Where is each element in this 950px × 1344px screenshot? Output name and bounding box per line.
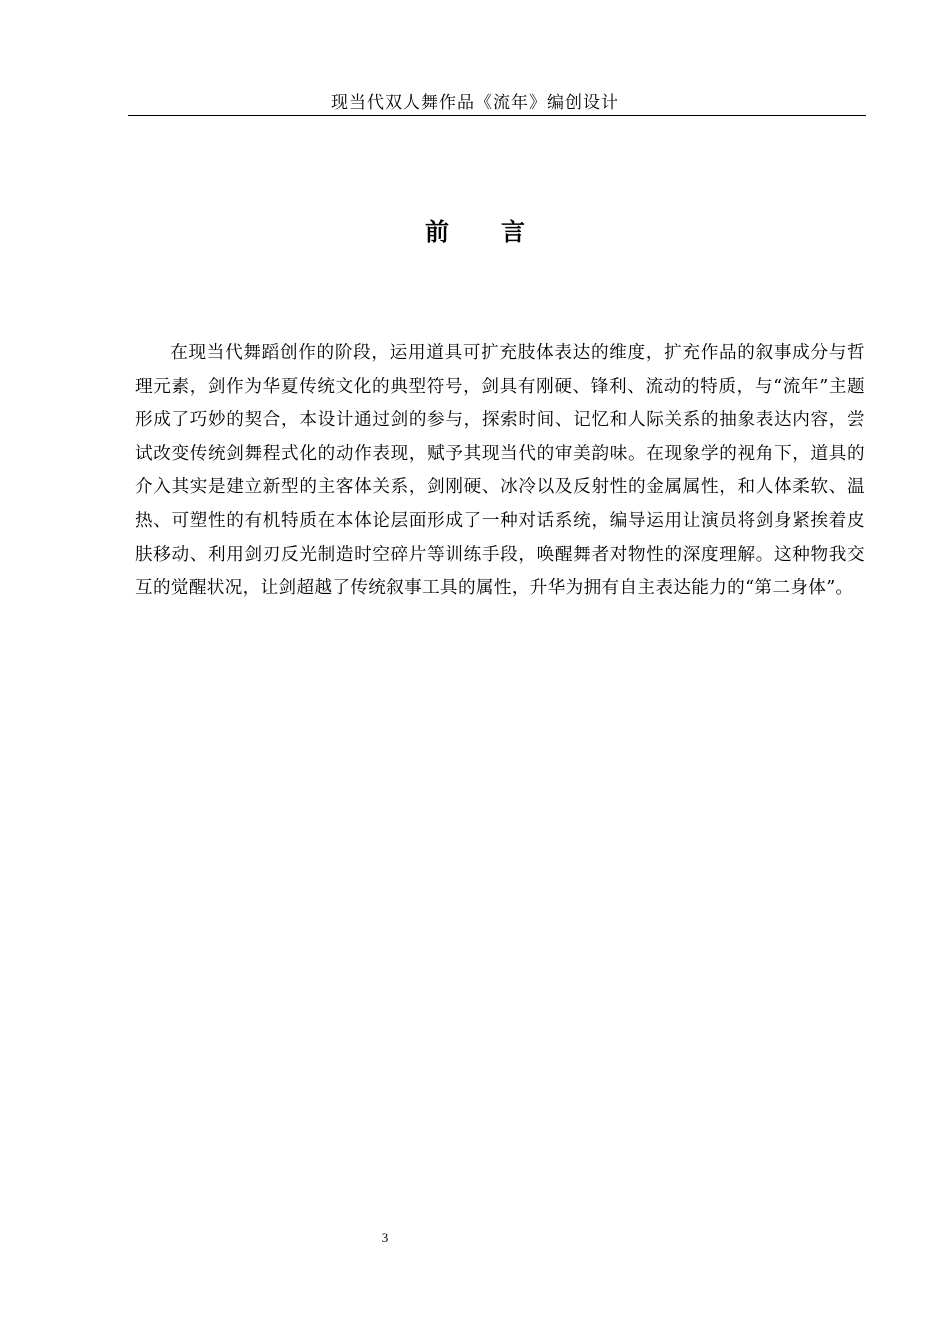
section-title <box>0 216 950 248</box>
section-title-char-1: 前 <box>425 217 449 246</box>
section-title-char-2: 言 <box>501 217 525 246</box>
running-header-title: 现当代双人舞作品《流年》编创设计 <box>331 93 619 113</box>
body-paragraph: 在现当代舞蹈创作的阶段，运用道具可扩充肢体表达的维度，扩充作品的叙事成分与哲理元素，剑作为华夏传统文化的典型符号，剑具有刚硬、锋利、流动的特质，与“流年”主题形成了巧妙的契合，本设计通过剑的参与，探索时间、记忆和人际关系的抽象表达内容，尝试改变传统剑舞程式化的动作表现，赋予其现当代的审美韵味。在现象学的视角下，道具的介入其实是建立新型的主客体关系，剑刚硬、冰冷以及反射性的金属属性，和人体柔软、温热、可塑性的有机特质在本体论层面形成了一种对话系统，编导运用让演员将剑身紧挨着皮肤移动、利用剑刃反光制造时空碎片等训练手段，唤醒舞者对物性的深度理解。这种物我交互的觉醒状况，让剑超越了传统叙事工具的属性，升华为拥有自主表达能力的“第二身体”。 <box>135 343 865 599</box>
header-divider <box>128 115 866 116</box>
page-number: 3 <box>381 1230 389 1245</box>
